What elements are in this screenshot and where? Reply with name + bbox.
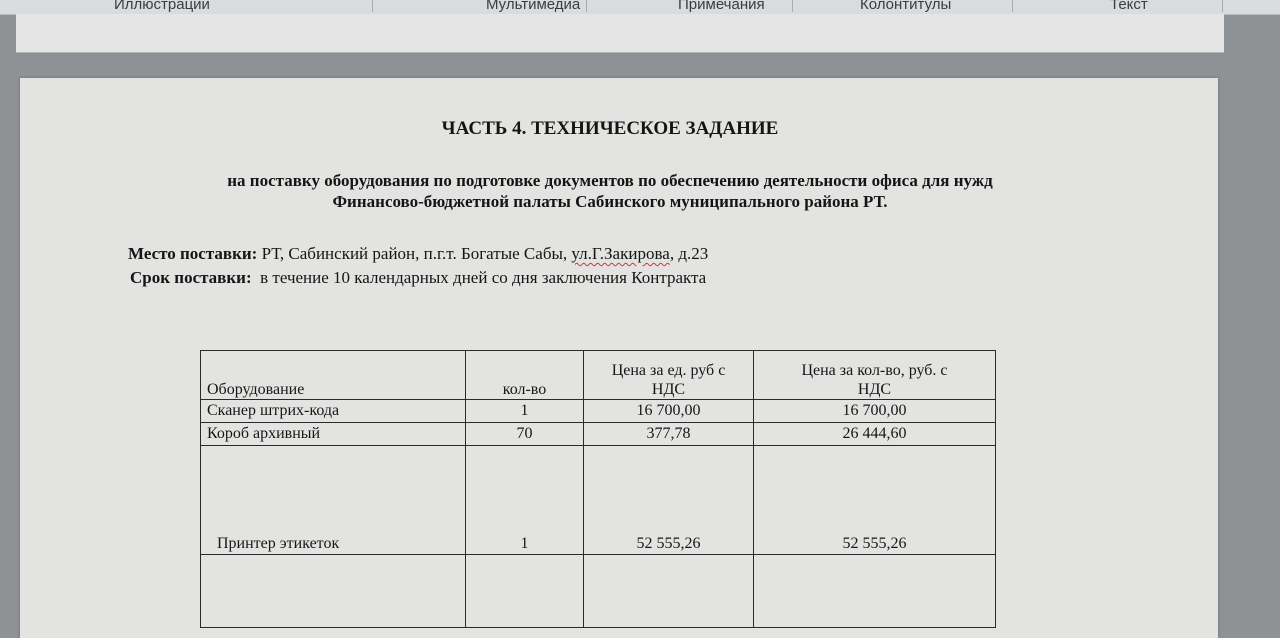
cell-total-price: 26 444,60 xyxy=(754,423,996,446)
document-subtitle xyxy=(20,170,1200,212)
header-total-price-line-2: НДС xyxy=(857,381,892,398)
delivery-term-value: в течение 10 календарных дней со дня заключения Контракта xyxy=(260,268,707,287)
delivery-term-line xyxy=(130,268,706,288)
cell-total-price: 16 700,00 xyxy=(754,400,996,423)
cell-unit-price: 16 700,00 xyxy=(584,400,754,423)
header-unit-price xyxy=(584,351,754,400)
ribbon-separator xyxy=(1012,0,1013,12)
cell-equipment: Сканер штрих-кода xyxy=(201,400,466,423)
delivery-place-value-start: РТ, Сабинский район, п.г.т. Богатые Сабы, xyxy=(261,244,572,263)
cell-equipment: Принтер этикеток xyxy=(201,446,466,555)
document-title: ЧАСТЬ 4. ТЕХНИЧЕСКОЕ ЗАДАНИЕ xyxy=(441,118,779,139)
header-total-price-line-1: Цена за кол-во, руб. с xyxy=(801,362,948,379)
delivery-term-label: Срок поставки: xyxy=(130,268,252,287)
ribbon-group-header-footer[interactable]: Колонтитулы xyxy=(860,0,952,13)
equipment-table xyxy=(200,350,996,628)
header-total-price xyxy=(754,351,996,400)
ribbon-separator xyxy=(1222,0,1223,12)
cell-unit-price: 377,78 xyxy=(584,423,754,446)
table-row xyxy=(201,400,996,423)
header-quantity: кол-во xyxy=(466,351,584,400)
cell-empty xyxy=(466,555,584,628)
subtitle-line-2: Финансово-бюджетной палаты Сабинского муниципального района РТ. xyxy=(332,192,888,211)
subtitle-line-1: на поставку оборудования по подготовке документов по обеспечению деятельности офиса для нужд xyxy=(227,171,993,190)
ribbon-group-text[interactable]: Текст xyxy=(1110,0,1148,13)
table-row xyxy=(201,446,996,555)
ribbon-group-multimedia[interactable]: Мультимедиа xyxy=(486,0,581,13)
cell-quantity: 70 xyxy=(466,423,584,446)
cell-equipment: Короб архивный xyxy=(201,423,466,446)
ribbon-separator xyxy=(372,0,373,12)
ribbon-separator xyxy=(586,0,587,12)
previous-page-bottom xyxy=(16,14,1224,53)
cell-total-price: 52 555,26 xyxy=(754,446,996,555)
ribbon-groups-bar xyxy=(0,0,1280,15)
table-row xyxy=(201,423,996,446)
delivery-place-line xyxy=(128,244,708,264)
document-page[interactable] xyxy=(20,78,1218,638)
header-unit-price-line-2: НДС xyxy=(651,381,686,398)
header-equipment: Оборудование xyxy=(201,351,466,400)
header-unit-price-line-1: Цена за ед. руб с xyxy=(611,362,726,379)
delivery-place-label: Место поставки: xyxy=(128,244,258,263)
cell-empty xyxy=(584,555,754,628)
cell-empty xyxy=(201,555,466,628)
cell-unit-price: 52 555,26 xyxy=(584,446,754,555)
ribbon-group-illustrations[interactable]: Иллюстрации xyxy=(114,0,210,13)
table-row-empty xyxy=(201,555,996,628)
delivery-place-value-end: , д.23 xyxy=(669,244,709,263)
cell-quantity: 1 xyxy=(466,446,584,555)
ribbon-separator xyxy=(792,0,793,12)
delivery-place-street: ул.Г.Закирова xyxy=(571,244,670,263)
ribbon-group-comments[interactable]: Примечания xyxy=(678,0,765,13)
cell-empty xyxy=(754,555,996,628)
cell-quantity: 1 xyxy=(466,400,584,423)
table-header-row xyxy=(201,351,996,400)
